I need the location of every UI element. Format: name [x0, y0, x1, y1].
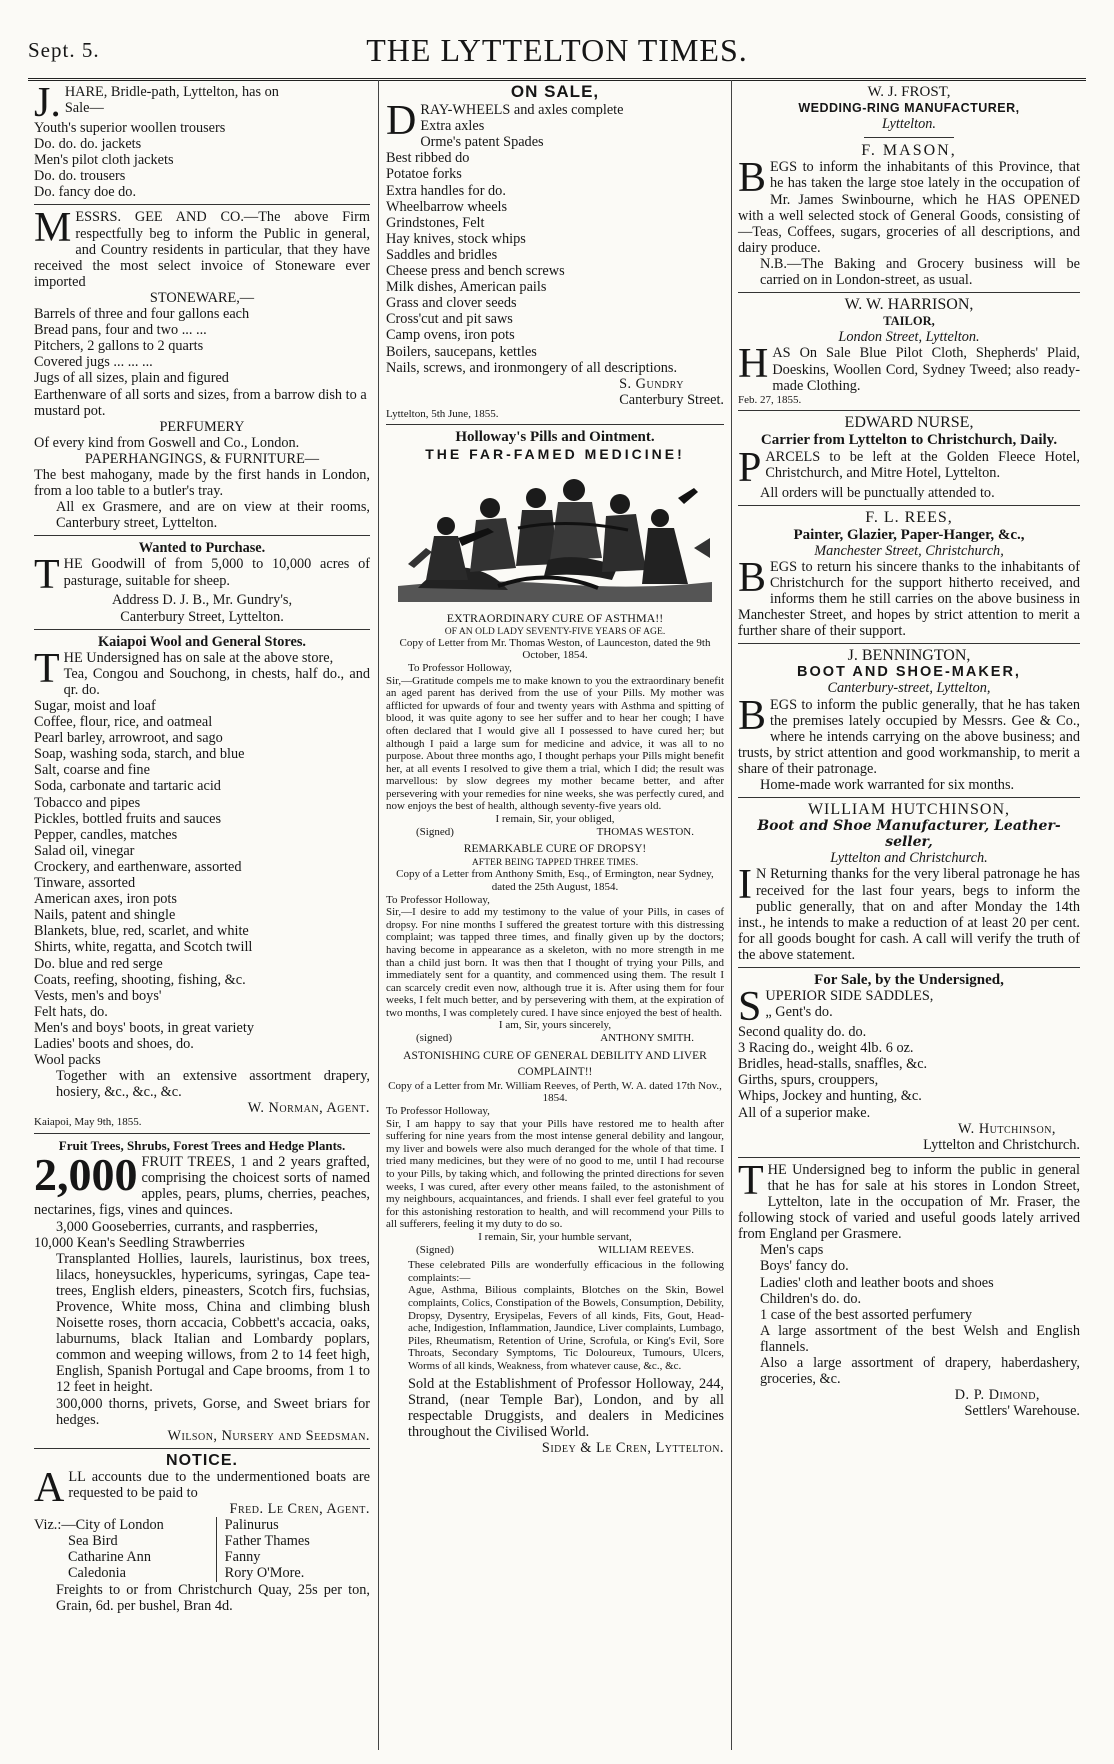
saddles-sign: W. Hutchinson,	[957, 1120, 1056, 1137]
list-item: All of a superior make.	[738, 1104, 871, 1121]
frost-place: Lyttelton.	[882, 116, 936, 133]
newspaper-title: THE LYTTELTON TIMES.	[366, 32, 748, 68]
wanted-advert	[34, 540, 370, 624]
list-item: Milk dishes, American pails	[386, 279, 547, 296]
column-2	[386, 84, 724, 1456]
fruit-sign: Wilson, Nursery and Seedsman.	[167, 1427, 370, 1444]
drop-initial: D	[386, 98, 417, 145]
dimond-sign: D. P. Dimond,	[954, 1387, 1040, 1404]
divider	[34, 629, 370, 630]
list-item: Salt, coarse and fine	[34, 762, 150, 779]
list-item: Hay knives, stock whips	[386, 230, 526, 247]
divider	[738, 643, 1080, 644]
bennington-place: Canterbury-street, Lyttelton,	[827, 680, 991, 697]
list-item: Father Thames	[224, 1533, 310, 1550]
list-item: Vests, men's and boys'	[34, 987, 162, 1004]
list-item: Best ribbed do	[386, 150, 470, 167]
notice-advert	[34, 1453, 370, 1614]
dropsy-signature	[386, 1032, 724, 1045]
divider	[386, 424, 724, 425]
list-item: Salad oil, vinegar	[34, 842, 135, 859]
hutchinson-name: WILLIAM HUTCHINSON,	[807, 801, 1011, 819]
onsale-sign: S. Gundry	[619, 375, 684, 392]
harrison-advert	[738, 297, 1080, 406]
kaiapoi-heading: Kaiapoi Wool and General Stores.	[98, 633, 306, 650]
signature-name: THOMAS WESTON.	[596, 825, 694, 838]
divider	[738, 505, 1080, 506]
boat-list	[34, 1517, 370, 1581]
list-item: Wheelbarrow wheels	[386, 198, 508, 215]
list-item: Second quality do. do.	[738, 1024, 867, 1041]
fruit-transplanted: Transplanted Hollies, laurels, lauristinus, box trees, lilacs, honeysuckles, hypericums, syringas, Cape tea-trees, English elders, pineasters, Scotch firs, fuchsias, Provence, White moss, China and climbing blush Noisette roses, thorn accacia, Cobbett's accacia, oaks, laburnums, black Italian and Lombardy poplars, common and weeping willows, from 2 to 14 feet high, English, Spanish Portugal and Cape brooms, from 1 to 12 feet in height.	[56, 1250, 370, 1396]
wanted-text: HE Goodwill of from 5,000 to 10,000 acres of pasturage, suitable for sheep.	[63, 556, 370, 589]
bennington-lead: EGS to inform the public generally, that he has taken the premises lately occupied by Messrs. Gee & Co., where he intends carrying on the above business; and trusts, by strict attention and good workmanship, to merit a share of their patronage.	[738, 696, 1080, 777]
celebrated-text: These celebrated Pills are wonderfully efficacious in the following complaints:—	[408, 1259, 724, 1284]
list-item: Men's and boys' boots, in great variety	[34, 1019, 254, 1036]
stoneware-heading: STONEWARE,—	[149, 289, 255, 306]
drop-initial: J.	[34, 80, 61, 126]
column-divider	[378, 80, 379, 1750]
boat-viz: Viz.:—City of London	[34, 1517, 164, 1534]
nurse-lead: ARCELS to be left at the Golden Fleece Hotel, Christchurch, and Mitre Hotel, Lyttelton.	[765, 449, 1080, 482]
debility-to: To Professor Holloway,	[386, 1105, 490, 1118]
asthma-to: To Professor Holloway,	[408, 661, 512, 674]
asthma-subtitle: OF AN OLD LADY SEVENTY-FIVE YEARS OF AGE.	[444, 625, 666, 637]
notice-agent: Fred. Le Cren, Agent.	[229, 1501, 370, 1518]
wanted-heading: Wanted to Purchase.	[138, 540, 266, 557]
list-item: Soda, carbonate and tartaric acid	[34, 778, 221, 795]
saddles-heading: For Sale, by the Undersigned,	[814, 972, 1004, 988]
mason-lead: EGS to inform the inhabitants of this Province, that he has taken the large stoe lately in the occupation of Mr. James Swinbourne, which he HAS OPENED with a well selected stock of General Goods, consisting of—Teas, Coffees, sugars, groceries of all descriptions, and dairy produce.	[738, 159, 1080, 256]
fruit-gooseberries: 3,000 Gooseberries, currants, and raspberries,	[56, 1218, 319, 1235]
dimond-advert	[738, 1157, 1080, 1420]
rees-trade: Painter, Glazier, Paper-Hanger, &c.,	[793, 526, 1025, 543]
divider	[34, 1133, 370, 1134]
list-item: Bridles, head-stalls, snaffles, &c.	[738, 1056, 928, 1073]
list-item: Pearl barley, arrowroot, and sago	[34, 730, 223, 747]
dimond-place: Settlers' Warehouse.	[964, 1403, 1080, 1420]
drop-initial: T	[34, 552, 60, 599]
list-item: Soap, washing soda, starch, and blue	[34, 746, 245, 763]
list-item: Tinware, assorted	[34, 875, 136, 892]
rees-place: Manchester Street, Christchurch,	[814, 542, 1004, 559]
hutchinson-lead: N Returning thanks for the very liberal patronage he has received for the last four years, begs to inform the public generally, that on and after Monday the 14th inst., he intends to make a reduction of at least 20 per cent. for all goods bought for cash. A call will verify the truth of the above statement.	[738, 866, 1080, 963]
masthead-rule	[28, 78, 1086, 81]
frost-name: W. J. FROST,	[867, 84, 951, 100]
list-item: Men's caps	[760, 1242, 824, 1259]
onsale-dateline: Lyttelton, 5th June, 1855.	[386, 407, 499, 420]
holloway-subheading: THE FAR-FAMED MEDICINE!	[425, 445, 685, 462]
list-item: Bread pans, four and two ... ...	[34, 322, 207, 339]
asthma-copy: Copy of Letter from Mr. Thomas Weston, of Launceston, dated the 9th October, 1854.	[399, 636, 711, 662]
dimond-welsh: A large assortment of the best Welsh and English flannels.	[760, 1322, 1080, 1355]
signature-name: ANTHONY SMITH.	[600, 1032, 694, 1045]
perfumery-text: Of every kind from Goswell and Co., London.	[34, 434, 300, 451]
nurse-orders: All orders will be punctually attended to.	[760, 485, 995, 502]
fruit-big-number: 2,000	[34, 1149, 138, 1201]
nurse-trade: Carrier from Lyttelton to Christchurch, Daily.	[760, 432, 1058, 449]
kaiapoi-together: Together with an extensive assortment drapery, hosiery, &c., &c., &c.	[56, 1068, 370, 1101]
nurse-advert	[738, 415, 1080, 501]
dropsy-remain: I am, Sir, yours sincerely,	[498, 1019, 612, 1032]
rees-advert	[738, 510, 1080, 639]
list-item: Earthenware of all sorts and sizes, from a barrow dish to a mustard pot.	[34, 386, 367, 419]
woodcut-figures-image	[398, 468, 712, 602]
list-item: Sugar, moist and loaf	[34, 698, 156, 714]
list-item: Do. blue and red serge	[34, 955, 163, 972]
list-item: Whips, Jockey and hunting, &c.	[738, 1088, 922, 1105]
bennington-name: J. BENNINGTON,	[847, 647, 971, 665]
harrison-place: London Street, Lyttelton.	[838, 329, 980, 346]
list-item: American axes, iron pots	[34, 891, 177, 908]
frost-trade: WEDDING-RING MANUFACTURER,	[798, 101, 1020, 116]
list-item: Rory O'More.	[224, 1565, 305, 1582]
list-item: Coffee, flour, rice, and oatmeal	[34, 714, 213, 731]
drop-initial: H	[738, 341, 769, 388]
mason-advert	[738, 143, 1080, 288]
drop-initial: I	[738, 862, 752, 909]
list-item: Caledonia	[68, 1565, 126, 1582]
list-item: Boys' fancy do.	[760, 1258, 849, 1275]
hutchinson-advert	[738, 802, 1080, 963]
sold-text: Sold at the Establishment of Professor Holloway, 244, Strand, (near Temple Bar), London, and by all respectable Druggists, and dealers in Medicines throughout the Civilised World.	[408, 1375, 724, 1440]
divider	[738, 1157, 1080, 1158]
dimond-also: Also a large assortment of drapery, haberdashery, groceries, &c.	[760, 1354, 1080, 1388]
divider	[864, 137, 954, 138]
hare-sale: Sale—	[64, 100, 104, 117]
list-item: Ladies' boots and shoes, do.	[34, 1035, 194, 1052]
list-item: Coats, reefing, shooting, fishing, &c.	[34, 971, 246, 988]
list-item: Grass and clover seeds	[386, 295, 517, 312]
hare-advert	[34, 80, 370, 201]
list-item: Fanny	[224, 1549, 261, 1566]
divider	[738, 292, 1080, 293]
list-item: Potatoe forks	[386, 166, 462, 183]
signed-label: (Signed)	[416, 1243, 454, 1256]
list-item: Shirts, white, regatta, and Scotch twill	[34, 939, 253, 956]
list-item: Covered jugs ... ... ...	[34, 354, 153, 371]
signature-name: WILLIAM REEVES.	[598, 1243, 694, 1256]
drop-initial: T	[34, 645, 60, 692]
dropsy-title: REMARKABLE CURE OF DROPSY!	[463, 843, 647, 856]
column-3	[738, 84, 1080, 1419]
fruit-kean: 10,000 Kean's Seedling Strawberries	[34, 1234, 245, 1251]
list-item: Do. fancy doe do.	[34, 184, 137, 201]
dropsy-copy: Copy of a Letter from Anthony Smith, Esq., of Ermington, near Sydney, dated the 25th August, 1854.	[396, 868, 714, 893]
divider	[34, 204, 370, 205]
saddles-lead: UPERIOR SIDE SADDLES,	[765, 988, 934, 1005]
harrison-date: Feb. 27, 1855.	[738, 393, 802, 406]
holloway-agents: Sidey & Le Cren, Lyttelton.	[541, 1439, 724, 1456]
rees-lead: EGS to return his sincere thanks to the inhabitants of Christchurch for the support hitherto received, and informs them he still carries on the above business in Manchester Street, and hopes by strict attention to merit a further share of their support.	[738, 558, 1080, 640]
fruit-heading: Fruit Trees, Shrubs, Forest Trees and Hedge Plants.	[58, 1138, 346, 1154]
debility-title: ASTONISHING CURE OF GENERAL DEBILITY AND LIVER COMPLAINT!!	[403, 1049, 707, 1078]
drop-initial: S	[738, 984, 762, 1031]
notice-freights: Freights to or from Christchurch Quay, 25s per ton, Grain, 6d. per bushel, Bran 4d.	[56, 1581, 370, 1614]
paperhangings-heading: PAPERHANGINGS, & FURNITURE—	[84, 450, 320, 467]
bennington-warranted: Home-made work warranted for six months.	[760, 776, 1015, 793]
perfumery-heading: PERFUMERY	[159, 418, 245, 435]
kaiapoi-dateline: Kaiapoi, May 9th, 1855.	[34, 1116, 142, 1129]
holloway-heading: Holloway's Pills and Ointment.	[455, 429, 655, 446]
list-item: Pickles, bottled fruits and sauces	[34, 810, 222, 827]
harrison-trade: TAILOR,	[883, 314, 935, 329]
signed-label: (signed)	[416, 1032, 453, 1045]
drop-initial: T	[738, 1157, 764, 1204]
list-item: Nails, screws, and ironmongery of all descriptions.	[386, 359, 678, 376]
saddles-place: Lyttelton and Christchurch.	[923, 1136, 1080, 1153]
onsale-advert	[386, 84, 724, 420]
kaiapoi-advert	[34, 634, 370, 1129]
debility-signature	[386, 1244, 724, 1257]
drop-initial: B	[738, 692, 767, 739]
dimond-lead: HE Undersigned beg to inform the public in general that he has for sale at his stores in London Street, Lyttelton, late in the occupation of Mr. Fraser, the following stock of varied and useful goods lately arrived from England per Grasmere.	[738, 1161, 1080, 1243]
list-item: Crockery, and earthenware, assorted	[34, 858, 242, 875]
bennington-advert	[738, 648, 1080, 793]
asthma-remain: I remain, Sir, your obliged,	[495, 813, 615, 826]
list-item: Extra handles for do.	[386, 182, 506, 199]
list-item: Ladies' cloth and leather boots and shoes	[760, 1274, 994, 1291]
rees-name: F. L. REES,	[865, 509, 953, 527]
kaiapoi-lead: HE Undersigned has on sale at the above store,	[63, 649, 334, 666]
list-item: Nails, patent and shingle	[34, 907, 176, 924]
complaints-list: Ague, Asthma, Bilious complaints, Blotches on the Skin, Bowel complaints, Colics, Constipation of the Bowels, Consumption, Debility, Dropsy, Dysentry, Erysipelas, Fevers of all kinds, Fits, Gout, Head-ache, Indigestion, Inflammation, Jaundice, Liver complaints, Lumbago, Piles, Rheumatism, Retention of Urine, Scrofula, or King's Evil, Sore Throats, Secondary Symptoms, Tic Doloureux, Tumours, Ulcers, Worms of all kinds, Weakness, from whatever cause, &c., &c.	[408, 1284, 724, 1372]
asthma-title: EXTRAORDINARY CURE OF ASTHMA!!	[446, 610, 664, 625]
asthma-signature	[386, 826, 724, 839]
list-item: Cross'cut and pit saws	[386, 311, 513, 328]
signed-label: (Signed)	[416, 825, 454, 838]
list-item: Sea Bird	[68, 1533, 118, 1550]
onsale-lead: RAY-WHEELS and axles complete	[420, 102, 624, 119]
drop-initial: B	[738, 155, 767, 202]
list-item: Pepper, candles, matches	[34, 826, 178, 843]
saddles-advert	[738, 972, 1080, 1153]
drop-initial: A	[34, 1464, 65, 1511]
column-divider	[731, 80, 732, 1750]
fruit-advert	[34, 1138, 370, 1444]
ex-text: All ex Grasmere, and are on view at their rooms, Canterbury street, Lyttelton.	[56, 499, 370, 532]
hutchinson-place: Lyttelton and Christchurch.	[830, 850, 988, 867]
kaiapoi-tea: Tea, Congou and Souchong, in chests, half do., and qr. do.	[63, 665, 370, 698]
list-item: Blankets, blue, red, scarlet, and white	[34, 923, 249, 940]
harrison-lead: AS On Sale Blue Pilot Cloth, Shepherds' Plaid, Doeskins, Woollen Cord, Sydney Tweed; also ready-made Clothing.	[772, 345, 1080, 394]
wanted-address: Canterbury Street, Lyttelton.	[120, 608, 284, 625]
woodcut-illustration	[398, 468, 712, 602]
drop-initial: M	[34, 205, 72, 252]
issue-date: Sept. 5.	[28, 38, 100, 62]
mason-name: F. MASON,	[861, 142, 957, 160]
fruit-lead: FRUIT TREES, 1 and 2 years grafted, comprising the choicest sorts of named apples, pears, plums, cherries, peaches, nectarines, figs, vines and quinces.	[34, 1154, 370, 1219]
asthma-body: Sir,—Gratitude compels me to make known to you the extraordinary benefit an aged parent has derived from the use of your Pills. My mother was afflicted for upwards of four and twenty years with Asthma and spitting of blood, it was quite agony to see her suffer and to hear her cough; I have often declared that I would give all I possessed to have cured her; but although I paid a large sum for medicine and advice, it was all to no purpose. About three months ago, I thought perhaps your Pills might benefit her, at all events I resolved to give them a trial, which I did; the result was marvellous: by slow degrees my mother became better, and after persevering with your remedies for nine weeks, she was perfectly cured, and now enjoys the best of health, although seventy-five years old.	[386, 674, 724, 813]
dimond-case: 1 case of the best assorted perfumery	[760, 1306, 972, 1323]
divider	[738, 797, 1080, 798]
debility-remain: I remain, Sir, your humble servant,	[478, 1230, 632, 1243]
list-item: „ Gent's do.	[765, 1004, 833, 1021]
gee-lead: ESSRS. GEE AND CO.—The above Firm respectfully beg to inform the Public in general, and Country residents in particular, that they have received the most select invoice of Stoneware ever imported	[34, 209, 370, 290]
dropsy-subtitle: AFTER BEING TAPPED THREE TIMES.	[471, 857, 639, 869]
hare-first-line: HARE, Bridle-path, Lyttelton, has on	[64, 84, 279, 100]
notice-lead: LL accounts due to the undermentioned boats are requested to be paid to	[68, 1468, 370, 1501]
debility-body: Sir, I am happy to say that your Pills have restored me to health after suffering for nine years from the most intense general debility and langour, my liver and bowels were also much deranged for the whole of that time. I tried many medicines, but they were of no good to me, until I had recourse to your Pills, by taking which, and following the printed directions for seven weeks, I was cured, after every other means failed, to the astonishment of my neighbours, acquaintances, and friends. I shall ever feel grateful to you for this astonishing restoration to health, and will recommend your Pills to all sufferers, feeling it my duty to do so.	[386, 1117, 724, 1231]
dropsy-to: To Professor Holloway,	[386, 893, 490, 906]
onsale-street: Canterbury Street.	[619, 391, 724, 408]
bennington-trade: BOOT AND SHOE-MAKER,	[797, 664, 1021, 681]
list-item: Do. do. do. jackets	[34, 136, 142, 153]
list-item: Barrels of three and four gallons each	[34, 306, 250, 323]
frost-advert	[738, 84, 1080, 132]
list-item: Children's do. do.	[760, 1290, 862, 1307]
wanted-address: Address D. J. B., Mr. Gundry's,	[111, 592, 293, 609]
list-item: Cheese press and bench screws	[386, 263, 565, 280]
onsale-heading: ON SALE,	[510, 82, 600, 101]
divider	[738, 410, 1080, 411]
list-item: Grindstones, Felt	[386, 214, 485, 231]
hutchinson-trade: Boot and Shoe Manufacturer, Leather-seller,	[757, 818, 1061, 851]
paperhangings-text: The best mahogany, made by the first hands in London, from a loo table to a butler's tray.	[34, 466, 370, 500]
list-item: Youth's superior woollen trousers	[34, 120, 226, 136]
drop-initial: P	[738, 445, 762, 492]
list-item: Tobacco and pipes	[34, 794, 141, 811]
gee-advert	[34, 205, 370, 532]
list-item: 3 Racing do., weight 4lb. 6 oz.	[738, 1040, 914, 1057]
notice-heading: NOTICE.	[166, 1451, 238, 1469]
list-item: Saddles and bridles	[386, 246, 498, 263]
holloway-advert	[386, 429, 724, 1456]
debility-copy: Copy of a Letter from Mr. William Reeves, of Perth, W. A. dated 17th Nov., 1854.	[388, 1079, 722, 1105]
column-1	[34, 80, 370, 1614]
list-item: Extra axles	[420, 118, 485, 135]
drop-initial: B	[738, 554, 767, 601]
list-item: Orme's patent Spades	[420, 134, 544, 151]
list-item: Pitchers, 2 gallons to 2 quarts	[34, 338, 204, 355]
list-item: Catharine Ann	[68, 1549, 151, 1566]
list-item: Palinurus	[224, 1517, 279, 1534]
list-item: Camp ovens, iron pots	[386, 327, 515, 344]
list-item: Wool packs	[34, 1052, 101, 1069]
list-item: Do. do. trousers	[34, 168, 126, 185]
divider	[34, 1448, 370, 1449]
list-item: Men's pilot cloth jackets	[34, 152, 174, 169]
list-item: Boilers, saucepans, kettles	[386, 343, 537, 360]
mason-nb: N.B.—The Baking and Grocery business will be carried on in London-street, as usual.	[760, 255, 1080, 289]
list-item: Jugs of all sizes, plain and figured	[34, 370, 229, 387]
kaiapoi-agent: W. Norman, Agent.	[247, 1100, 370, 1117]
list-item: Felt hats, do.	[34, 1003, 108, 1020]
list-item: Girths, spurs, crouppers,	[738, 1072, 879, 1089]
divider	[738, 967, 1080, 968]
dropsy-body: Sir,—I desire to add my testimony to the value of your Pills, in cases of dropsy. For nine months I suffered the greatest torture with this distressing complaint; was tapped three times, and finally given up by the doctors; having become in appearance as a skeleton, with no more strength in me than a child just born. It was then that I thought of trying your Pills, and immediately sent for a quantity, and commenced using them. The result I can scarcely credit even now, although true it is. After using them for four weeks, I felt much better, and by persevering with them, at the expiration of two months, I was completely cured. I have since enjoyed the best of health.	[386, 906, 724, 1019]
divider	[34, 535, 370, 536]
masthead	[28, 8, 1086, 72]
harrison-name: W. W. HARRISON,	[844, 296, 974, 314]
nurse-name: EDWARD NURSE,	[844, 414, 974, 432]
fruit-thorns: 300,000 thorns, privets, Gorse, and Sweet briars for hedges.	[56, 1395, 370, 1428]
